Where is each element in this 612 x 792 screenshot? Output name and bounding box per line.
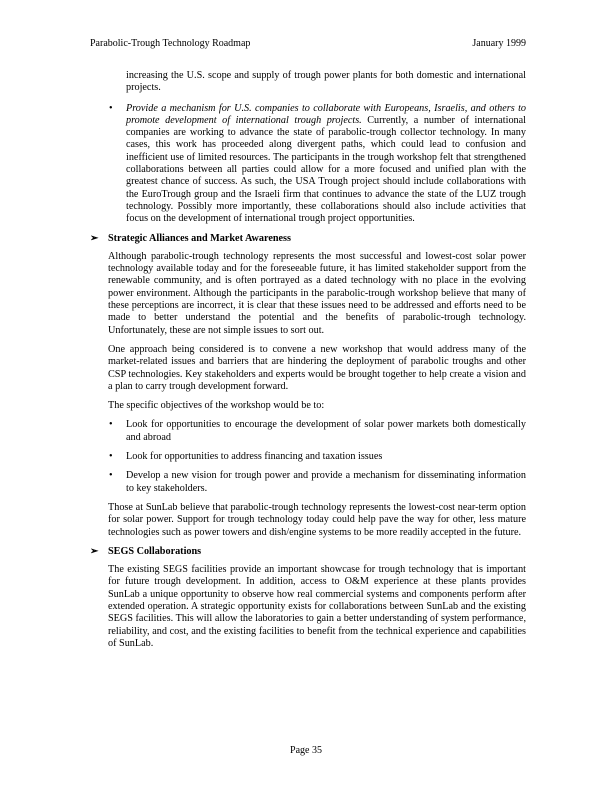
page-number: Page 35 xyxy=(290,745,322,756)
objective-text: Look for opportunities to encourage the development of solar power markets both domestically and abroad xyxy=(126,419,526,443)
alliances-paragraph-1: Although parabolic-trough technology represents the most successful and lowest-cost solar power technology available today and for the foreseeable future, it has limited stakeholder support from the renewable community, and is often portrayed as a dated technology with no place in the evolving power environment. Although the participants in the parabolic-trough workshop believe that many of these perceptions are incorrect, it is clear that these issues need to be addressed and efforts need to be made to better understand the potential and the benefits of parabolic-trough technology. Unfortunately, these are not simple issues to sort out. xyxy=(108,250,526,336)
bullet-collaborate-text xyxy=(126,103,526,226)
section-title: SEGS Collaborations xyxy=(108,545,202,557)
section-title: Strategic Alliances and Market Awareness xyxy=(108,232,291,244)
objective-item xyxy=(90,451,526,463)
document-date: January 1999 xyxy=(472,38,526,49)
document-title: Parabolic-Trough Technology Roadmap xyxy=(90,38,251,49)
bullet-collaborate-heading: Provide a mechanism for U.S. companies to collaborate with Europeans, Israelis, and others to promote development of international trough projects. xyxy=(126,102,526,126)
bullet-marker: • xyxy=(109,470,113,482)
page-header xyxy=(90,38,526,52)
objective-text: Look for opportunities to address financing and taxation issues xyxy=(126,451,383,463)
bullet-marker: • xyxy=(109,451,113,463)
page-content xyxy=(90,70,526,657)
section-alliances-heading xyxy=(90,233,526,245)
bullet-collaborate-body: Currently, a number of international companies are working to advance the state of parabolic-trough collector technology. In many cases, this work has proceeded along divergent paths, which could lead to confusion and inefficient use of limited resources. The participants in the trough workshop felt that strengthened collaborations between all parties could allow for a more focused and unified plan with the greatest chance of success. As such, the USA Trough project should include collaborations with the EuroTrough group and the Israeli firm that continues to advance the state of the LUZ trough technology. Possibly more importantly, these collaborations should also include activities that focus on the development of international trough project opportunities. xyxy=(126,114,527,225)
intro-continuation: increasing the U.S. scope and supply of trough power plants for both domestic and international projects. xyxy=(126,70,526,94)
alliances-paragraph-2: One approach being considered is to convene a new workshop that would address many of the market-related issues and barriers that are hindering the deployment of parabolic troughs and other CSP technologies. Key stakeholders and experts would be brought together to help create a vision and a plan to carry trough development forward. xyxy=(108,343,526,392)
arrow-icon: ➢ xyxy=(90,232,99,244)
objective-item xyxy=(90,419,526,444)
alliances-paragraph-4: Those at SunLab believe that parabolic-trough technology represents the lowest-cost near-term option for solar power. Support for trough technology today could help pave the way for other, less mature technologies such as power towers and dish/engine systems to be more readily accepted in the future. xyxy=(108,501,526,538)
section-segs-heading xyxy=(90,546,526,558)
segs-paragraph-1: The existing SEGS facilities provide an important showcase for trough technology that is important for future trough development. In addition, access to O&M experience at these plants provides SunLab a unique opportunity to observe how real commercial systems and components perform after extended operation. A strategic opportunity exists for collaborations between SunLab and the existing SEGS facilities. This will allow the laboratories to gain a better understanding of system performance, reliability, and cost, and the existing facilities to benefit from the technical experience and capabilities of SunLab. xyxy=(108,564,526,649)
objective-text: Develop a new vision for trough power and provide a mechanism for disseminating information to key stakeholders. xyxy=(126,470,526,494)
arrow-icon: ➢ xyxy=(90,545,99,557)
bullet-marker: • xyxy=(109,419,113,431)
alliances-paragraph-3: The specific objectives of the workshop would be to: xyxy=(108,400,325,412)
bullet-collaborate xyxy=(90,103,526,226)
objective-item xyxy=(90,470,526,495)
bullet-marker: • xyxy=(109,102,113,114)
